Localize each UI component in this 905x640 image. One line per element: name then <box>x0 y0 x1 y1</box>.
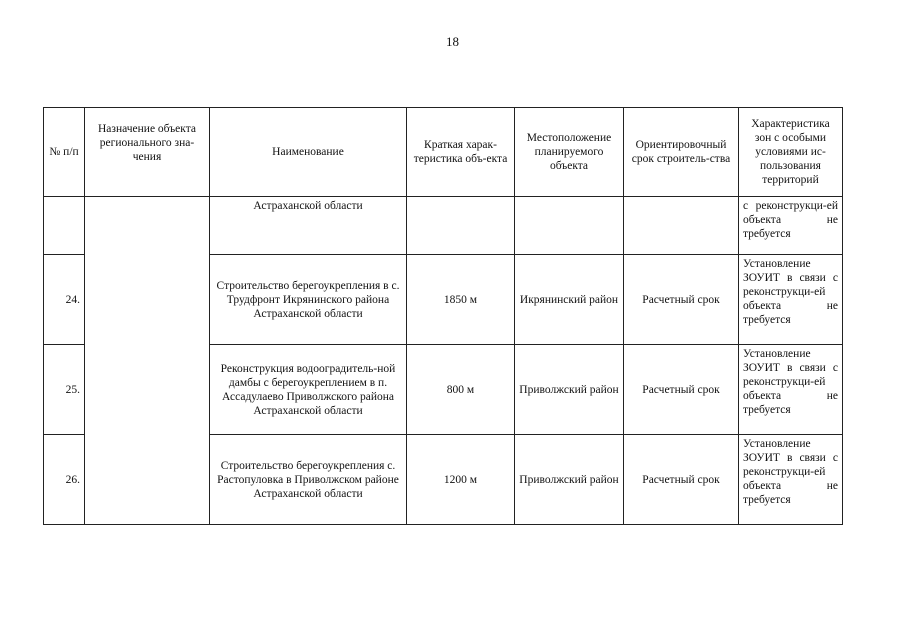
header-num: № п/п <box>44 108 85 197</box>
row-zones: Установление ЗОУИТ в связи с реконструкци-ей объекта не требуется <box>739 255 843 345</box>
row-term: Расчетный срок <box>624 345 739 435</box>
continuation-num <box>44 197 85 255</box>
header-zones: Характеристика зон с особыми условиями ис-пользования территорий <box>739 108 843 197</box>
row-term: Расчетный срок <box>624 435 739 525</box>
row-zones: Установление ЗОУИТ в связи с реконструкци-ей объекта не требуется <box>739 435 843 525</box>
row-brief: 1200 м <box>407 435 515 525</box>
row-location: Приволжский район <box>515 435 624 525</box>
row-num: 26. <box>44 435 85 525</box>
purpose-cell <box>85 197 210 525</box>
continuation-name: Астраханской области <box>210 197 407 255</box>
row-name: Строительство берегоукрепления в с. Трудфронт Икрянинского района Астраханской области <box>210 255 407 345</box>
row-location: Икрянинский район <box>515 255 624 345</box>
row-brief: 800 м <box>407 345 515 435</box>
row-zones: Установление ЗОУИТ в связи с реконструкци-ей объекта не требуется <box>739 345 843 435</box>
header-location: Местоположение планируемого объекта <box>515 108 624 197</box>
header-term: Ориентировочный срок строитель-ства <box>624 108 739 197</box>
continuation-location <box>515 197 624 255</box>
row-location: Приволжский район <box>515 345 624 435</box>
table-row <box>44 197 843 255</box>
header-name: Наименование <box>210 108 407 197</box>
header-purpose: Назначение объекта регионального зна-чения <box>85 108 210 197</box>
table-header-row <box>44 108 843 197</box>
header-brief: Краткая харак-теристика объ-екта <box>407 108 515 197</box>
row-term: Расчетный срок <box>624 255 739 345</box>
objects-table <box>43 107 843 525</box>
continuation-zones: с реконструкци-ей объекта не требуется <box>739 197 843 255</box>
continuation-term <box>624 197 739 255</box>
row-brief: 1850 м <box>407 255 515 345</box>
continuation-brief <box>407 197 515 255</box>
row-name: Строительство берегоукрепления с. Растопуловка в Приволжском районе Астраханской области <box>210 435 407 525</box>
page-number: 18 <box>446 34 459 49</box>
row-name: Реконструкция водооградитель-ной дамбы с берегоукреплением в п. Ассадулаево Приволжского района Астраханской области <box>210 345 407 435</box>
row-num: 24. <box>44 255 85 345</box>
row-num: 25. <box>44 345 85 435</box>
